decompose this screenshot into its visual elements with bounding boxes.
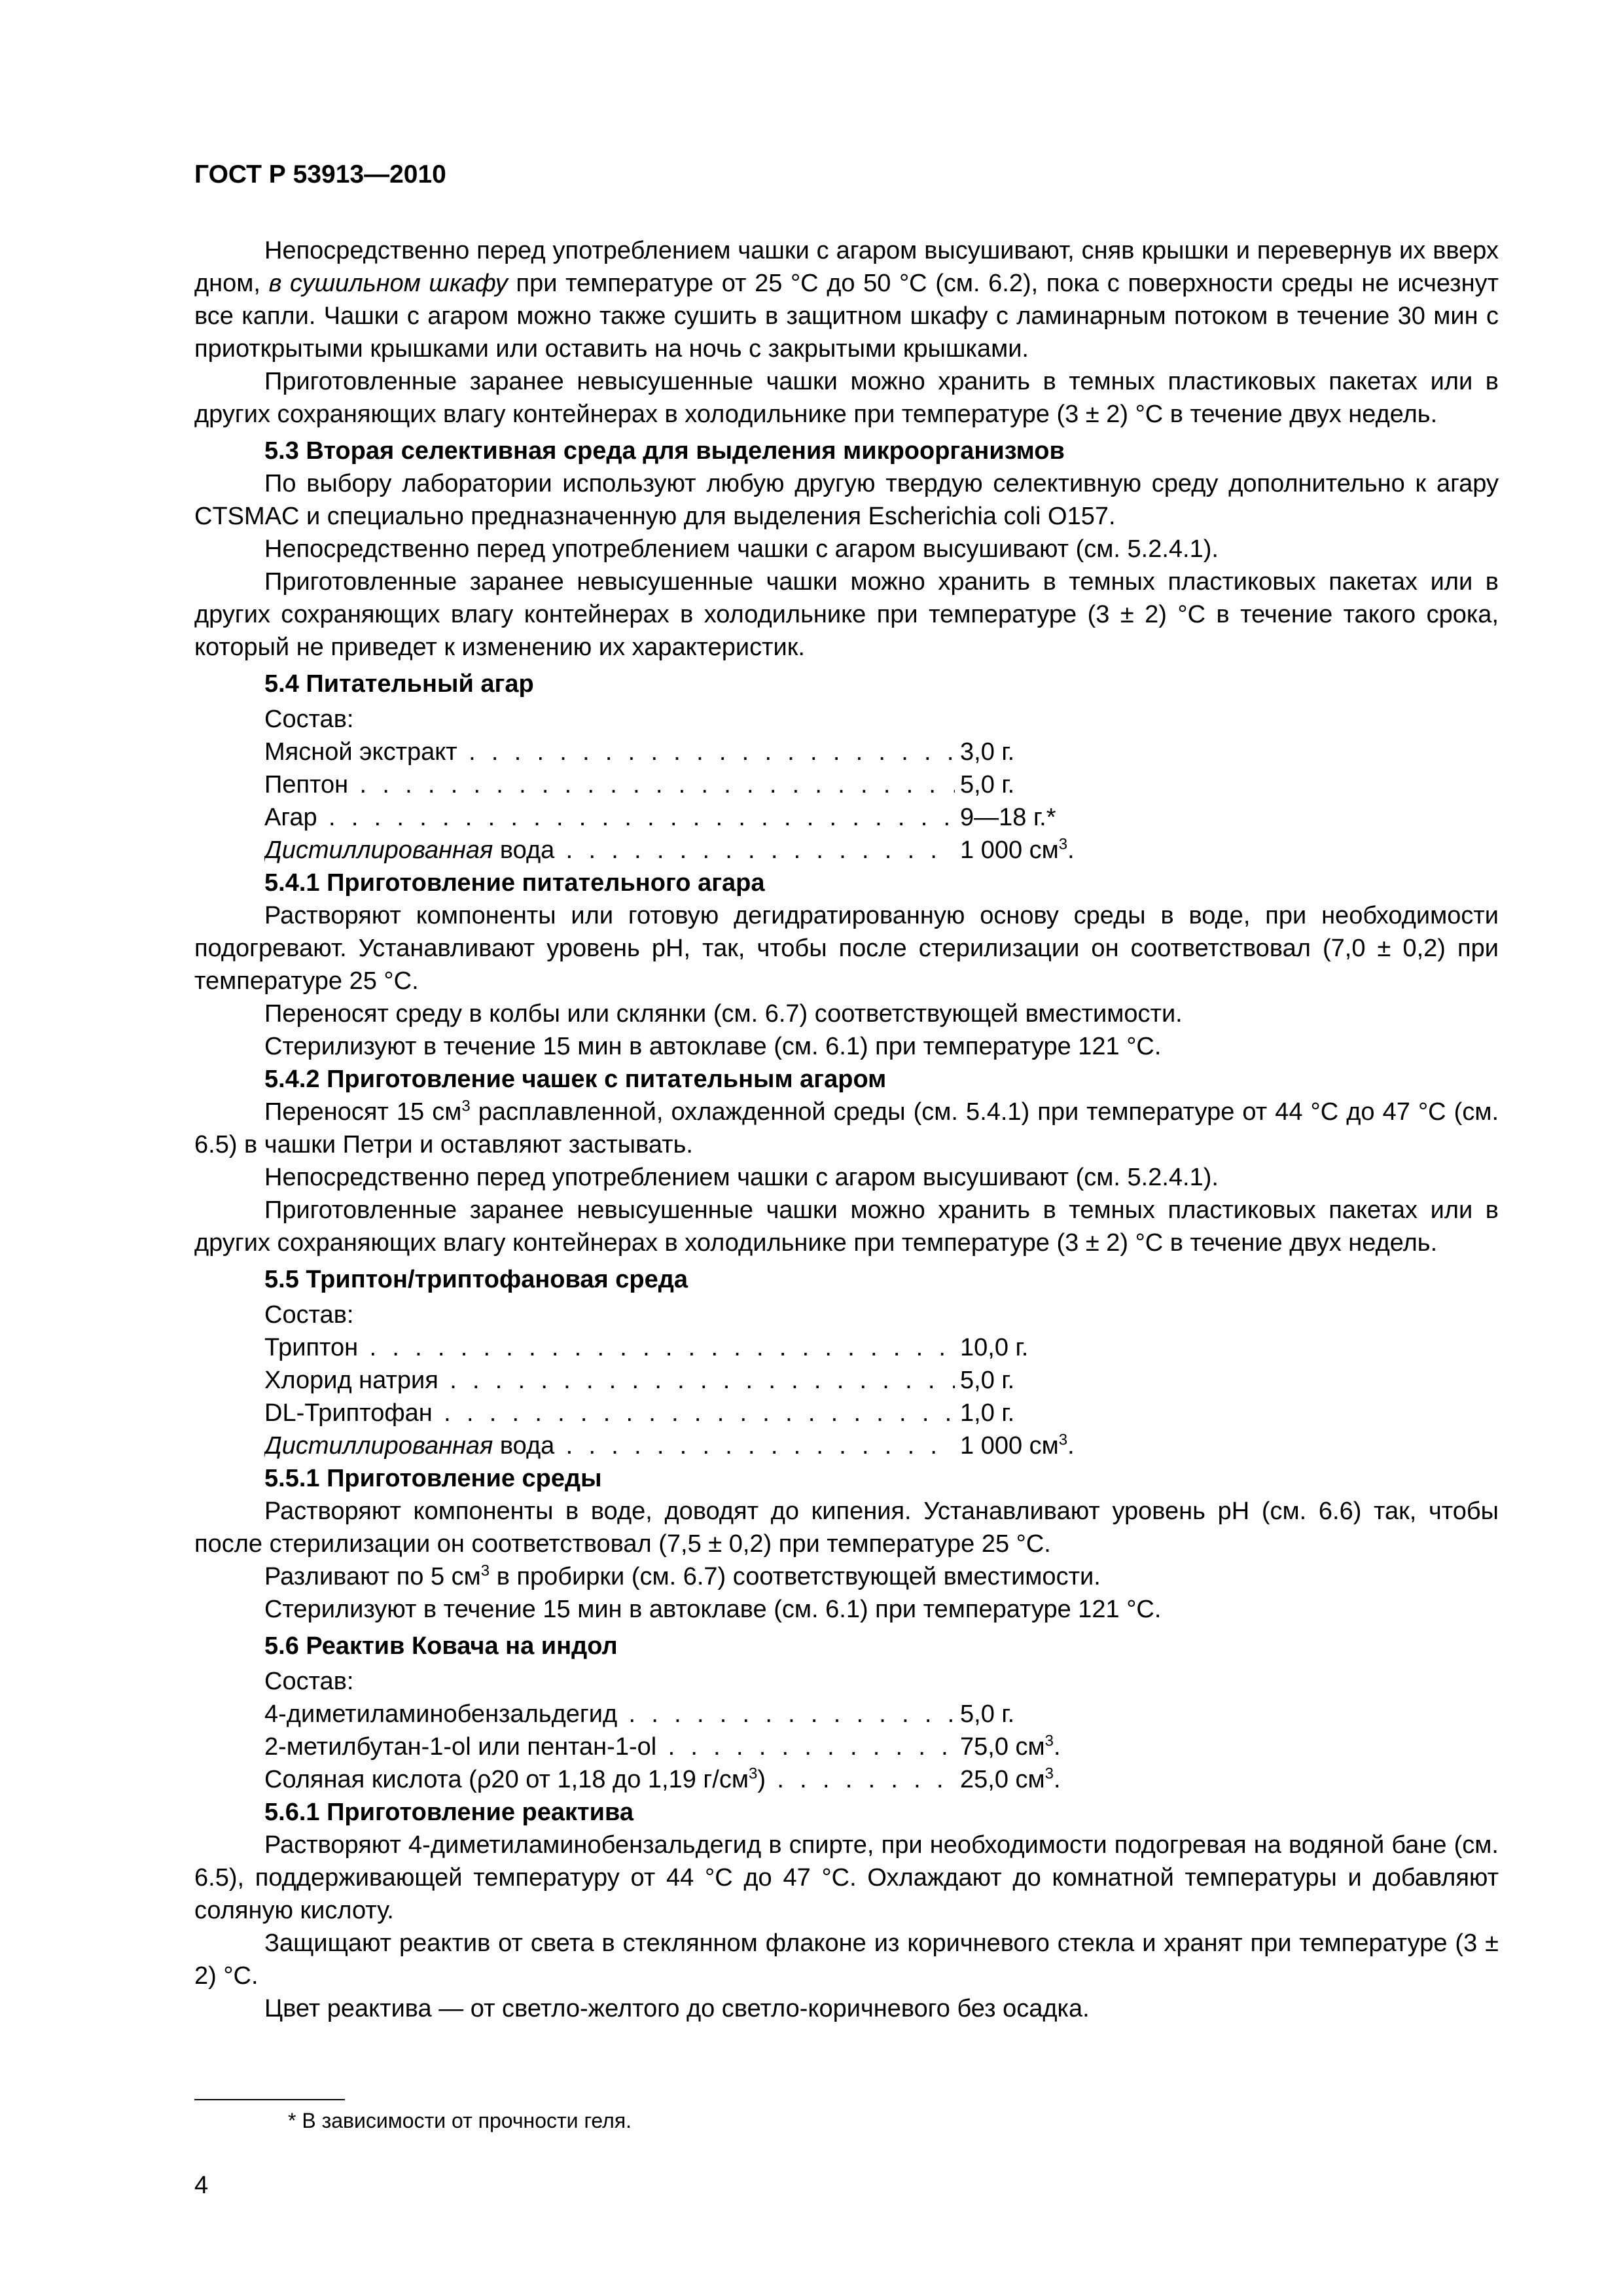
superscript: 3 (1058, 1431, 1068, 1449)
item-name (264, 1763, 955, 1796)
italic-span: в сушильном шкафу (268, 270, 508, 297)
composition-label: Состав: (264, 706, 354, 733)
section-5-6-1-paragraph-1: Растворяют 4-диметиламинобензальдегид в спирте, при необходимости подогревая на водяной бане (см. 6.5), поддерживающей температуру от 44 °С до 47 °С. Охлаждают до комнатной температуры и добавляют соляную кислоту. (194, 1831, 1499, 1924)
text-span: вода (493, 1432, 555, 1460)
composition-item (264, 1698, 1499, 1731)
intro-paragraph-1 (194, 234, 1499, 365)
composition-item (264, 1731, 1499, 1763)
item-name: Пептон . . . (264, 768, 955, 801)
superscript: 3 (1044, 1732, 1054, 1750)
section-5-3-title: 5.3 Вторая селективная среда для выделения микроорганизмов (264, 437, 1065, 465)
text-span: Соляная кислота (ρ20 от 1,18 до 1,19 г/см (264, 1766, 749, 1793)
page-number: 4 (194, 2172, 209, 2199)
item-name: 4-диметиламинобензальдегид . . . (264, 1698, 955, 1731)
composition-item (264, 1429, 1499, 1462)
item-value (955, 834, 1075, 867)
section-5-3-paragraph-3: Приготовленные заранее невысушенные чашки можно хранить в темных пластиковых пакетах или в других сохраняющих влагу контейнерах в холодильнике при температуре (3 ± 2) °С в течение такого срока, который не приведет к изменению их характеристик. (194, 568, 1499, 661)
item-name: Хлорид натрия . . . (264, 1364, 955, 1397)
text-span: . (1067, 836, 1075, 864)
section-5-4-title: 5.4 Питательный агар (264, 670, 534, 698)
text-span: 75,0 см (960, 1733, 1045, 1761)
item-value: 9—18 г.* (960, 804, 1056, 831)
item-value: 3,0 г. (960, 738, 1015, 766)
superscript: 3 (461, 1097, 471, 1115)
text-span: в пробирки (см. 6.7) соответствующей вместимости. (490, 1563, 1101, 1590)
section-5-5-1-paragraph-1: Растворяют компоненты в воде, доводят до кипения. Устанавливают уровень рН (см. 6.6) так, чтобы после стерилизации он соответствовал (7,5 ± 0,2) при температуре 25 °С. (194, 1498, 1499, 1558)
italic-span: Дистиллированная (264, 1432, 493, 1460)
document-header: ГОСТ Р 53913—2010 (194, 160, 446, 188)
section-5-3-paragraph-2: Непосредственно перед употреблением чашки с агаром высушивают (см. 5.2.4.1). (264, 535, 1219, 563)
composition-list-5-4 (194, 736, 1499, 867)
composition-item (264, 1763, 1499, 1796)
section-5-5-1-paragraph-2 (194, 1560, 1499, 1593)
section-5-4-1-paragraph-3: Стерилизуют в течение 15 мин в автоклаве (см. 6.1) при температуре 121 °С. (264, 1033, 1162, 1060)
composition-item (264, 1397, 1499, 1429)
composition-item (264, 736, 1499, 768)
text-span: Непосредственно перед употреблением чашки с агаром высушивают, сняв крышки и перевернув их вверх дном, (194, 237, 1499, 297)
item-value: 5,0 г. (960, 1367, 1015, 1394)
composition-item (264, 768, 1499, 801)
composition-list-5-5 (194, 1331, 1499, 1462)
item-name: Агар . . . (264, 801, 955, 834)
superscript: 3 (1044, 1765, 1054, 1783)
composition-item (264, 1364, 1499, 1397)
text-span: . (1067, 1432, 1075, 1460)
composition-label: Состав: (264, 1668, 354, 1695)
text-span: вода (493, 836, 555, 864)
text-span: при температуре от 25 °С до 50 °С (см. 6.2), пока с поверхности среды не исчезнут все капли. Чашки с агаром можно также сушить в защитном шкафу с ламинарным потоком в течение 30 мин с приоткрытыми крышками или оставить на ночь с закрытыми крышками. (194, 270, 1499, 363)
section-5-4-1-paragraph-2: Переносят среду в колбы или склянки (см. 6.7) соответствующей вместимости. (264, 1000, 1183, 1028)
text-span: расплавленной, охлажденной среды (см. 5.4.1) при температуре от 44 °С до 47 °С (см. 6.5) в чашки Петри и оставляют застывать. (194, 1098, 1499, 1158)
item-name: Триптон . . . (264, 1331, 955, 1364)
item-value (955, 1763, 1061, 1796)
item-name (264, 1429, 955, 1462)
section-5-4-2-paragraph-3: Приготовленные заранее невысушенные чашки можно хранить в темных пластиковых пакетах или в других сохраняющих влагу контейнерах в холодильнике при температуре (3 ± 2) °С в течение двух недель. (194, 1196, 1499, 1257)
text-span: . (1054, 1766, 1061, 1793)
section-5-4-2-paragraph-2: Непосредственно перед употреблением чашки с агаром высушивают (см. 5.2.4.1). (264, 1164, 1219, 1191)
section-5-5-1-paragraph-3: Стерилизуют в течение 15 мин в автоклаве (см. 6.1) при температуре 121 °С. (264, 1596, 1162, 1623)
text-span: 1 000 см (960, 836, 1059, 864)
intro-paragraph-2: Приготовленные заранее невысушенные чашки можно хранить в темных пластиковых пакетах или в других сохраняющих влагу контейнерах в холодильнике при температуре (3 ± 2) °С в течение двух недель. (194, 368, 1499, 428)
item-name (264, 834, 955, 867)
item-name: Мясной экстракт . . . (264, 736, 955, 768)
item-name: 2-метилбутан-1-ol или пентан-1-ol . . . (264, 1731, 955, 1763)
section-5-4-1-title: 5.4.1 Приготовление питательного агара (264, 869, 765, 897)
composition-item (264, 1331, 1499, 1364)
section-5-5-title: 5.5 Триптон/триптофановая среда (264, 1266, 688, 1293)
text-span: . (1054, 1733, 1061, 1761)
superscript: 3 (1058, 835, 1068, 853)
section-5-4-2-paragraph-1 (194, 1096, 1499, 1161)
superscript: 3 (748, 1765, 758, 1783)
section-5-5-1-title: 5.5.1 Приготовление среды (264, 1465, 602, 1492)
superscript: 3 (480, 1562, 490, 1580)
section-5-6-1-paragraph-3: Цвет реактива — от светло-желтого до светло-коричневого без осадка. (264, 1995, 1090, 2022)
item-value: 10,0 г. (960, 1334, 1029, 1361)
composition-item (264, 801, 1499, 834)
item-value: 5,0 г. (960, 771, 1015, 798)
section-5-6-title: 5.6 Реактив Ковача на индол (264, 1632, 618, 1660)
composition-list-5-6 (194, 1698, 1499, 1796)
italic-span: Дистиллированная (264, 836, 493, 864)
section-5-4-1-paragraph-1: Растворяют компоненты или готовую дегидратированную основу среды в воде, при необходимости подогревают. Устанавливают уровень рН, так, чтобы после стерилизации он соответствовал (7,0 ± 0,2) при температуре 25 °С. (194, 902, 1499, 995)
text-span: Переносят 15 см (264, 1098, 462, 1126)
footnote-divider (194, 2099, 345, 2100)
item-value (955, 1429, 1075, 1462)
document-body (194, 234, 1499, 2025)
composition-item (264, 834, 1499, 867)
section-5-6-1-title: 5.6.1 Приготовление реактива (264, 1799, 633, 1826)
composition-label: Состав: (264, 1301, 354, 1329)
text-span: ) (757, 1766, 766, 1793)
section-5-6-1-paragraph-2: Защищают реактив от света в стеклянном флаконе из коричневого стекла и хранят при температуре (3 ± 2) °С. (194, 1929, 1499, 1990)
text-span: 1 000 см (960, 1432, 1059, 1460)
text-span: Разливают по 5 см (264, 1563, 481, 1590)
item-value: 5,0 г. (960, 1700, 1015, 1728)
section-5-3-paragraph-1: По выбору лаборатории используют любую другую твердую селективную среду дополнительно к агару CTSMAC и специально предназначенную для выделения Escherichia coli O157. (194, 470, 1499, 530)
item-name: DL-Триптофан . . . (264, 1397, 955, 1429)
text-span: 25,0 см (960, 1766, 1045, 1793)
item-value: 1,0 г. (960, 1399, 1015, 1427)
footnote: * В зависимости от прочности геля. (288, 2109, 632, 2132)
section-5-4-2-title: 5.4.2 Приготовление чашек с питательным агаром (264, 1066, 887, 1093)
item-value (955, 1731, 1061, 1763)
